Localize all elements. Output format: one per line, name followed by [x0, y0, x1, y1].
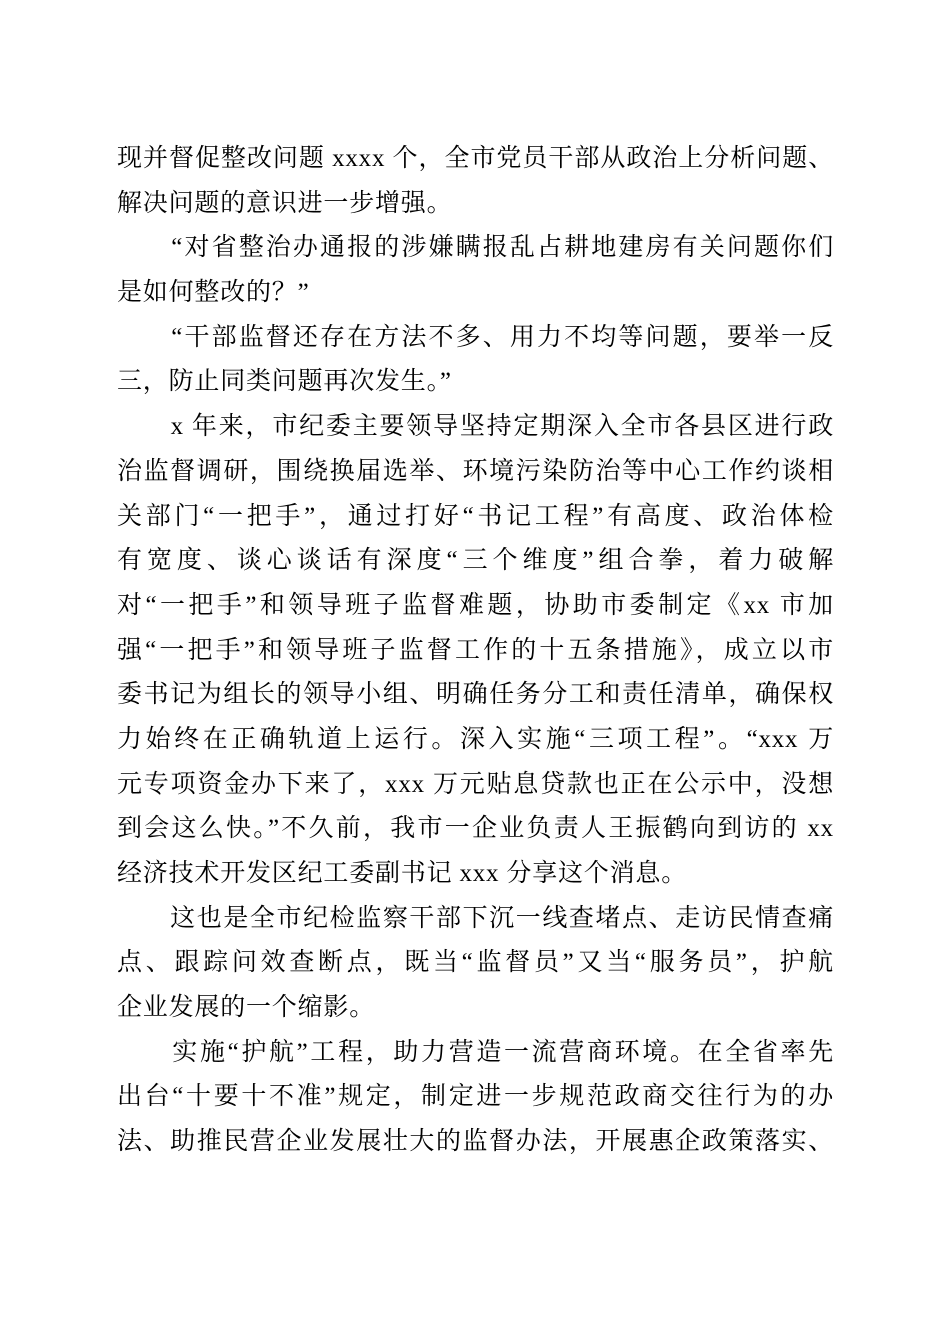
- text-line: “干部监督还存在方法不多、用力不均等问题，要举一反: [117, 323, 834, 351]
- text-line: 强“一把手”和领导班子监督工作的十五条措施》，成立以市: [117, 636, 834, 664]
- text-line: 到会这么快。”不久前，我市一企业负责人王振鹤向到访的 xx: [117, 815, 834, 843]
- text-line: 解决问题的意识进一步增强。: [117, 189, 453, 217]
- text-line: 出台“十要十不准”规定，制定进一步规范政商交往行为的办: [117, 1083, 834, 1111]
- text-line: 委书记为组长的领导小组、明确任务分工和责任清单，确保权: [117, 681, 834, 709]
- paragraph: [117, 405, 834, 897]
- paragraph: [117, 226, 834, 315]
- paragraph: [117, 137, 834, 226]
- text-line: 有宽度、谈心谈话有深度“三个维度”组合拳，着力破解: [117, 547, 834, 575]
- text-line: 力始终在正确轨道上运行。深入实施“三项工程”。“xxx 万: [117, 725, 834, 753]
- text-line: 是如何整改的？”: [117, 279, 310, 307]
- text-line: 实施“护航”工程，助力营造一流营商环境。在全省率先: [117, 1038, 834, 1066]
- paragraph: [117, 897, 834, 1031]
- paragraph: [117, 1031, 834, 1165]
- text-line: 点、跟踪问效查断点，既当“监督员”又当“服务员”，护航: [117, 949, 834, 977]
- text-line: 对“一把手”和领导班子监督难题，协助市委制定《xx 市加: [117, 591, 834, 619]
- paragraph: [117, 316, 834, 405]
- text-line: 这也是全市纪检监察干部下沉一线查堵点、走访民情查痛: [117, 904, 834, 932]
- text-line: 元专项资金办下来了，xxx 万元贴息贷款也正在公示中，没想: [117, 770, 834, 798]
- text-line: 三，防止同类问题再次发生。”: [117, 368, 452, 396]
- text-line: 现并督促整改问题 xxxx 个，全市党员干部从政治上分析问题、: [117, 145, 834, 172]
- text-line: 经济技术开发区纪工委副书记 xxx 分享这个消息。: [117, 860, 688, 887]
- text-line: 企业发展的一个缩影。: [117, 994, 376, 1022]
- text-line: x 年来，市纪委主要领导坚持定期深入全市各县区进行政: [117, 413, 834, 441]
- text-line: 治监督调研，围绕换届选举、环境污染防治等中心工作约谈相: [117, 457, 834, 485]
- text-line: 关部门“一把手”，通过打好“书记工程”有高度、政治体检: [117, 502, 834, 530]
- text-line: “对省整治办通报的涉嫌瞒报乱占耕地建房有关问题你们: [117, 234, 834, 262]
- text-line: 法、助推民营企业发展壮大的监督办法，开展惠企政策落实、: [117, 1128, 834, 1156]
